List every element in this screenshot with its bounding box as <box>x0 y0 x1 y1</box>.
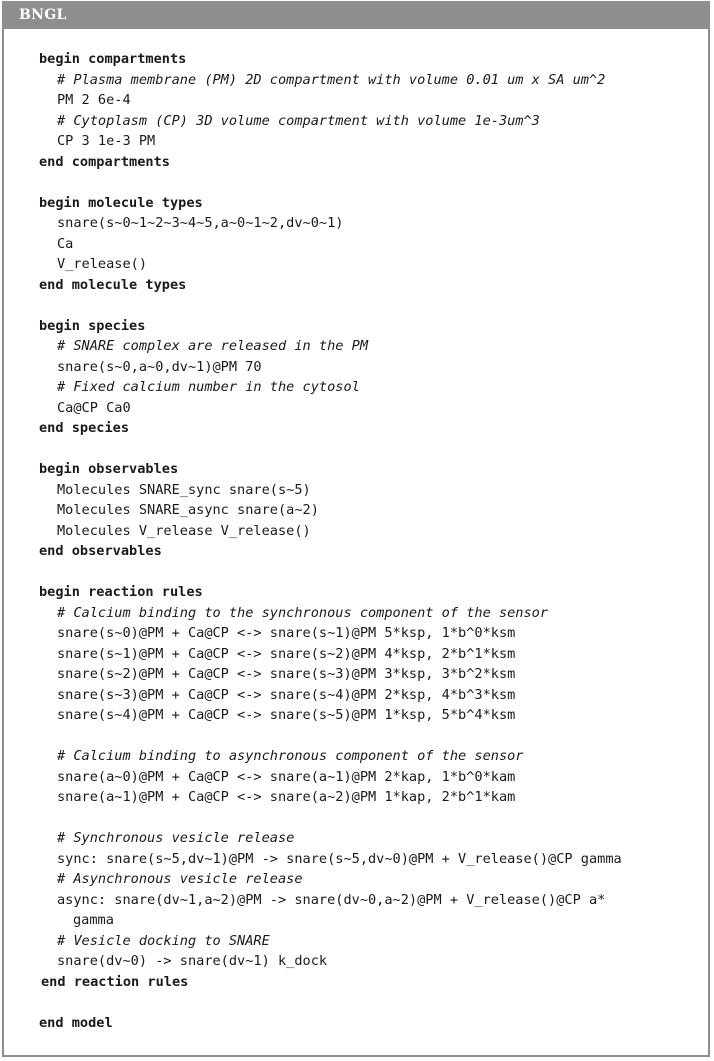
code-line-comment: # SNARE complex are released in the PM <box>57 338 368 354</box>
code-line-keyword: begin reaction rules <box>39 584 203 600</box>
code-line-keyword: end species <box>39 420 130 436</box>
blank-line <box>39 992 700 1013</box>
code-line-keyword: begin compartments <box>39 51 187 67</box>
code-line-keyword: end model <box>39 1014 113 1031</box>
code-line-keyword: end molecule types <box>39 276 187 293</box>
code-line-comment: # Calcium binding to the synchronous component of the sensor <box>57 604 549 621</box>
code-line: snare(s~0~1~2~3~4~5,a~0~1~2,dv~0~1) <box>57 215 344 231</box>
code-line-keyword: end reaction rules <box>41 973 189 990</box>
code-line: snare(dv~0) -> snare(dv~1) k_dock <box>57 953 328 969</box>
code-line-comment: # Vesicle docking to SNARE <box>57 932 270 949</box>
code-line-comment: # Synchronous vesicle release <box>57 830 295 846</box>
code-line: Molecules SNARE_async snare(a~2) <box>57 502 319 518</box>
code-line: snare(s~0)@PM + Ca@CP <-> snare(s~1)@PM 5*ksp, 1*b^0*ksm <box>57 625 516 641</box>
code-line-keyword: begin observables <box>39 461 179 477</box>
code-line: snare(s~4)@PM + Ca@CP <-> snare(s~5)@PM 1*ksp, 5*b^4*ksm <box>57 707 516 723</box>
code-line-comment: # Fixed calcium number in the cytosol <box>57 379 360 395</box>
code-line: snare(a~1)@PM + Ca@CP <-> snare(a~2)@PM 1*kap, 2*b^1*kam <box>57 789 516 805</box>
code-line: CP 3 1e-3 PM <box>57 133 156 149</box>
blank-line <box>39 439 700 460</box>
code-line-comment: # Asynchronous vesicle release <box>57 871 303 887</box>
blank-line <box>39 295 700 316</box>
code-line: V_release() <box>57 256 148 272</box>
code-line-keyword: begin molecule types <box>39 194 203 211</box>
code-line-keyword: begin species <box>39 317 146 334</box>
code-line-keyword: end observables <box>39 543 162 559</box>
code-line: snare(s~3)@PM + Ca@CP <-> snare(s~4)@PM 2*ksp, 4*b^3*ksm <box>57 686 516 703</box>
listing-header <box>4 3 708 29</box>
code-line: async: snare(dv~1,a~2)@PM -> snare(dv~0,a~2)@PM + V_release()@CP a* <box>57 891 606 908</box>
code-line: Ca@CP Ca0 <box>57 399 131 416</box>
code-line-comment: # Cytoplasm (CP) 3D volume compartment with volume 1e-3um^3 <box>57 112 540 129</box>
code-line-comment: # Calcium binding to asynchronous component of the sensor <box>57 748 524 764</box>
code-line-comment: # Plasma membrane (PM) 2D compartment with volume 0.01 um x SA um^2 <box>57 71 606 88</box>
code-line-continuation: gamma <box>73 912 114 928</box>
code-line: snare(s~2)@PM + Ca@CP <-> snare(s~3)@PM 3*ksp, 3*b^2*ksm <box>57 666 516 682</box>
code-line: Molecules SNARE_sync snare(s~5) <box>57 481 311 498</box>
code-line: PM 2 6e-4 <box>57 92 131 108</box>
code-line: snare(s~1)@PM + Ca@CP <-> snare(s~2)@PM 4*ksp, 2*b^1*ksm <box>57 645 516 662</box>
code-line-keyword: end compartments <box>39 153 170 170</box>
blank-line <box>39 562 700 583</box>
blank-line <box>39 808 700 829</box>
code-line: sync: snare(s~5,dv~1)@PM -> snare(s~5,dv~0)@PM + V_release()@CP gamma <box>57 850 622 867</box>
code-line: Ca <box>57 235 74 252</box>
blank-line <box>39 172 700 193</box>
code-line: snare(a~0)@PM + Ca@CP <-> snare(a~1)@PM 2*kap, 1*b^0*kam <box>57 768 516 785</box>
code-line: snare(s~0,a~0,dv~1)@PM 70 <box>57 358 262 375</box>
blank-line <box>39 726 700 747</box>
code-block <box>39 49 700 1033</box>
code-line: Molecules V_release V_release() <box>57 522 311 539</box>
listing-title: BNGL <box>19 7 67 23</box>
bngl-listing-box <box>2 1 710 1057</box>
